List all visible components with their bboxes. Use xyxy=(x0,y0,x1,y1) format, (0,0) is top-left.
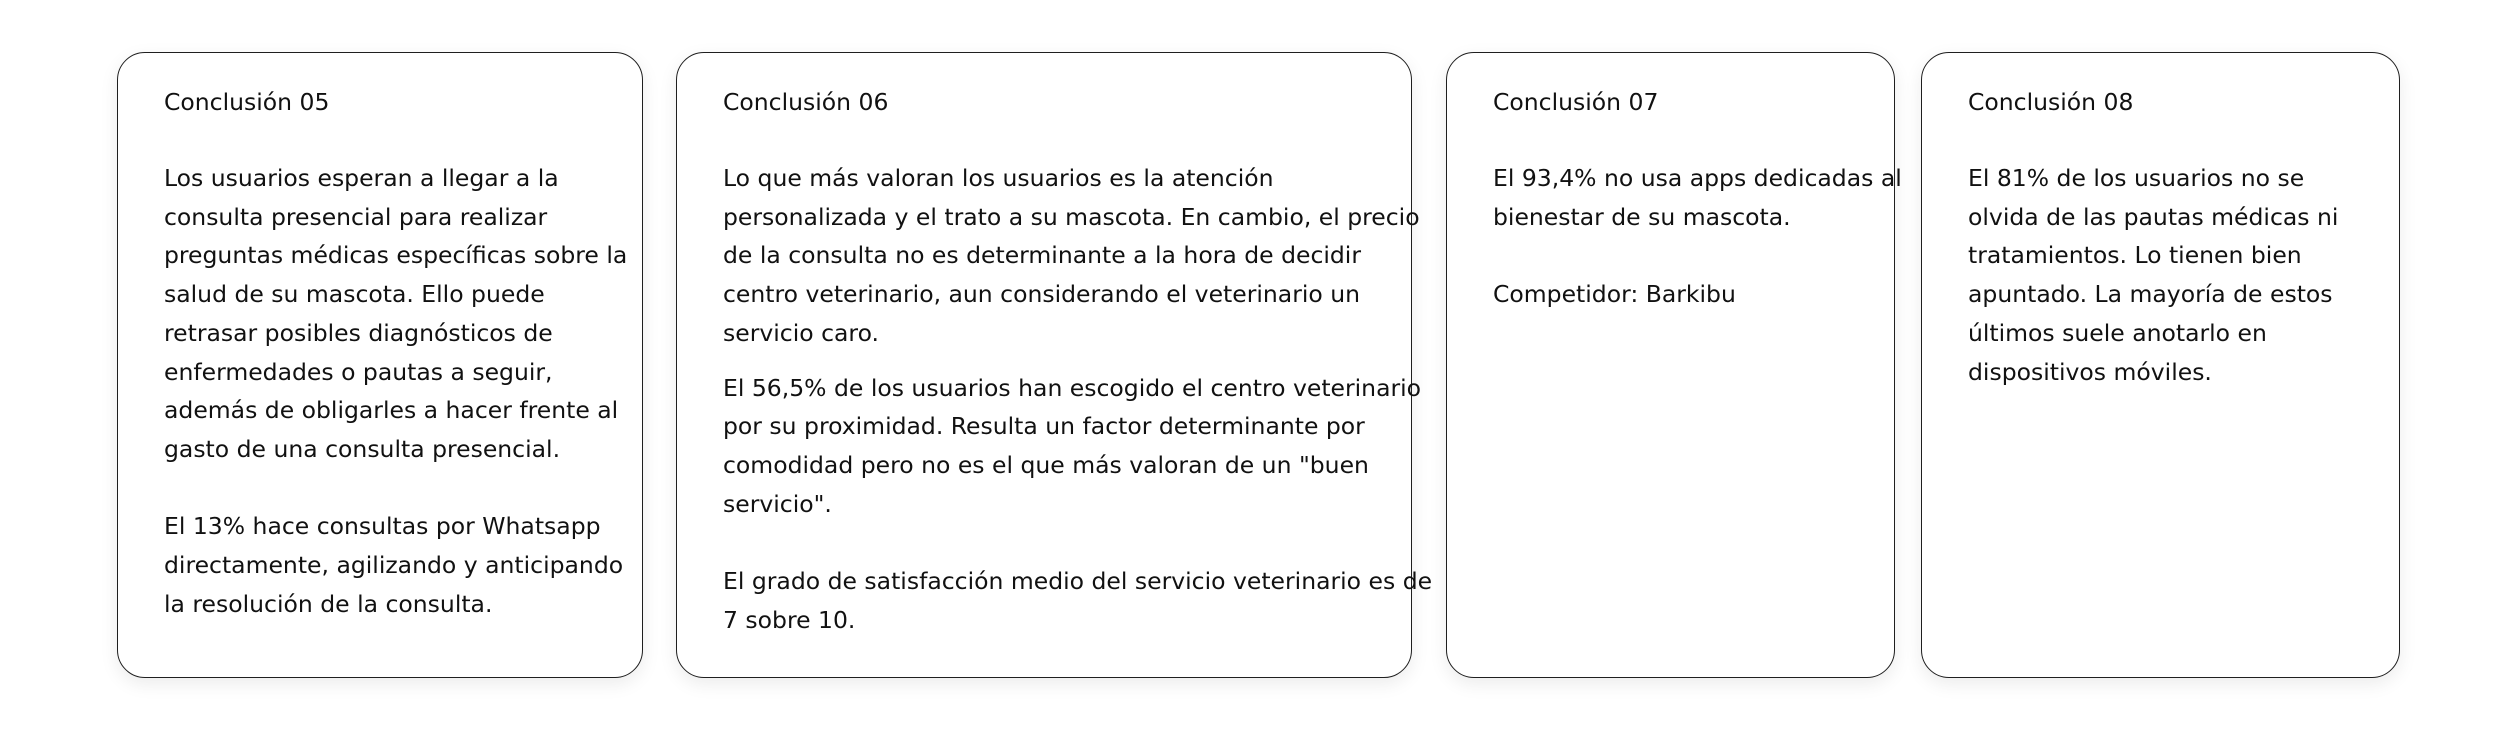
text-line: servicio caro. xyxy=(723,318,879,347)
card-paragraph xyxy=(723,562,1433,639)
text-line: últimos suele anotarlo en xyxy=(1968,318,2267,347)
text-line: de la consulta no es determinante a la hora de decidir xyxy=(723,241,1361,270)
text-line: retrasar posibles diagnósticos de xyxy=(164,318,553,347)
card-title: Conclusión 07 xyxy=(1493,88,1659,116)
text-line: dispositivos móviles. xyxy=(1968,357,2212,386)
card-paragraph xyxy=(723,369,1422,524)
text-line: apuntado. La mayoría de estos xyxy=(1968,280,2333,309)
text-line: El 56,5% de los usuarios han escogido el centro veterinario xyxy=(723,373,1422,402)
card-paragraph xyxy=(1493,159,1902,236)
text-line: centro veterinario, aun considerando el veterinario un xyxy=(723,280,1361,309)
text-line: comodidad pero no es el que más valoran de un "buen xyxy=(723,450,1369,479)
text-line: Lo que más valoran los usuarios es la atención xyxy=(723,164,1274,192)
conclusion-card-07 xyxy=(1446,52,1902,678)
text-line: además de obligarles a hacer frente al xyxy=(164,396,619,425)
card-paragraph xyxy=(164,159,628,469)
text-line: olvida de las pautas médicas ni xyxy=(1968,202,2339,231)
text-line: El 81% de los usuarios no se xyxy=(1968,164,2305,192)
card-title: Conclusión 05 xyxy=(164,88,330,116)
text-line: El 93,4% no usa apps dedicadas al xyxy=(1493,164,1902,192)
text-line: Los usuarios esperan a llegar a la xyxy=(164,164,559,192)
conclusion-card-08 xyxy=(1921,52,2400,678)
text-line: por su proximidad. Resulta un factor determinante por xyxy=(723,412,1365,441)
text-line: consulta presencial para realizar xyxy=(164,202,548,231)
text-line: bienestar de su mascota. xyxy=(1493,202,1791,231)
text-line: El 13% hace consultas por Whatsapp xyxy=(164,512,601,541)
card-title: Conclusión 08 xyxy=(1968,88,2134,116)
text-line: preguntas médicas específicas sobre la xyxy=(164,241,628,270)
card-paragraph xyxy=(164,507,624,623)
text-line: gasto de una consulta presencial. xyxy=(164,434,561,463)
text-line: El grado de satisfacción medio del servicio veterinario es de xyxy=(723,567,1433,596)
card-title: Conclusión 06 xyxy=(723,88,889,116)
text-line: Competidor: Barkibu xyxy=(1493,280,1736,309)
text-line: directamente, agilizando y anticipando xyxy=(164,551,624,580)
card-paragraph xyxy=(1493,275,1848,314)
text-line: salud de su mascota. Ello puede xyxy=(164,280,545,309)
card-paragraph xyxy=(1968,159,2353,391)
card-paragraph xyxy=(723,159,1420,353)
text-line: personalizada y el trato a su mascota. En cambio, el precio xyxy=(723,202,1420,231)
text-line: la resolución de la consulta. xyxy=(164,589,493,618)
text-line: servicio". xyxy=(723,489,832,518)
conclusion-card-06 xyxy=(676,52,1433,678)
text-line: 7 sobre 10. xyxy=(723,605,856,634)
text-line: tratamientos. Lo tienen bien xyxy=(1968,241,2302,270)
text-line: enfermedades o pautas a seguir, xyxy=(164,357,553,386)
conclusion-card-05 xyxy=(117,52,643,678)
